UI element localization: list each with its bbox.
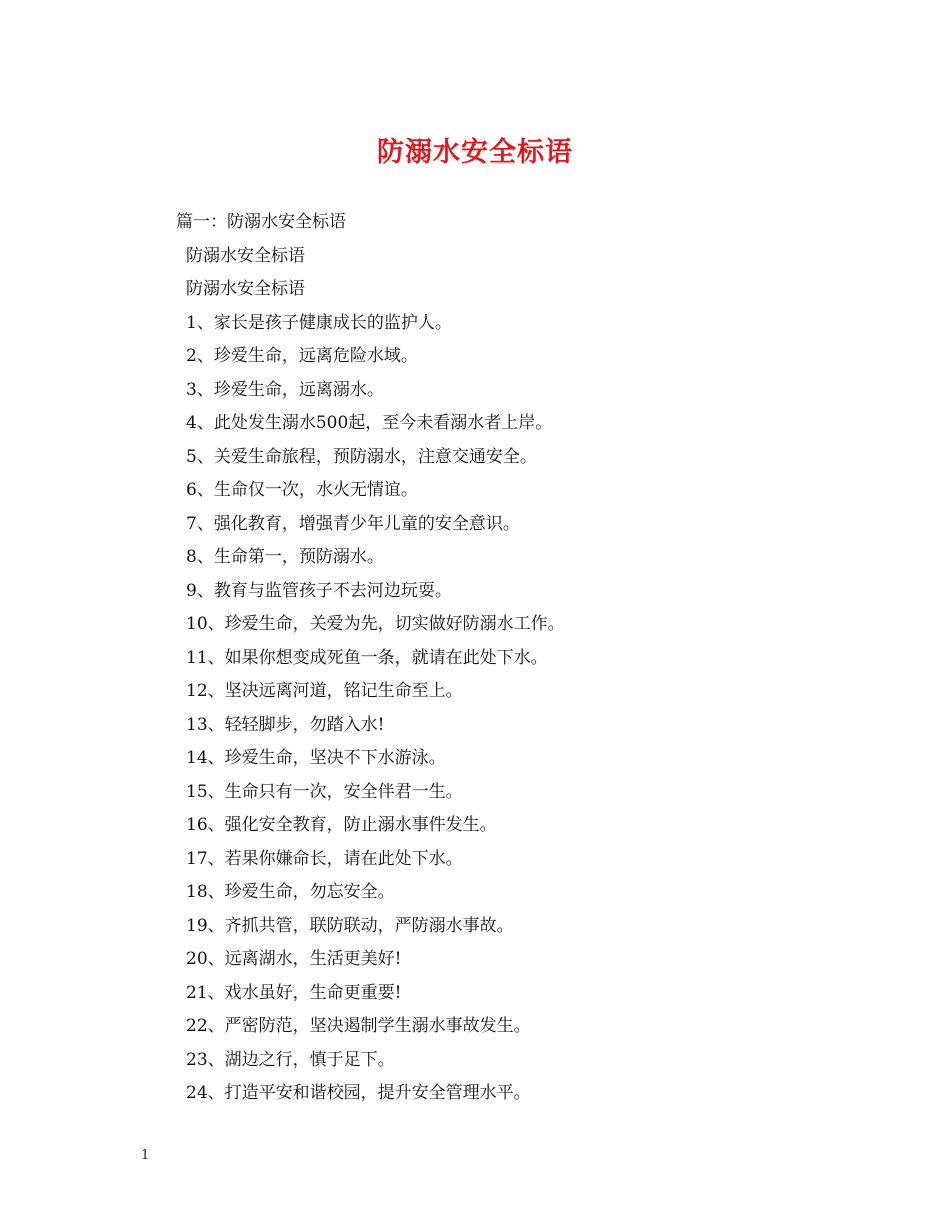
slogan-item: 5、关爱生命旅程，预防溺水，注意交通安全。 (186, 446, 537, 467)
slogan-item: 4、此处发生溺水500起，至今未看溺水者上岸。 (186, 413, 553, 433)
document-title: 防溺水安全标语 (377, 137, 573, 168)
slogan-item: 9、教育与监管孩子不去河边玩耍。 (186, 580, 452, 601)
slogan-item: 10、珍爱生命，关爱为先，切实做好防溺水工作。 (186, 614, 565, 634)
section-heading: 篇一：防溺水安全标语 (176, 212, 346, 232)
slogan-item: 3、珍爱生命，远离溺水。 (186, 379, 384, 400)
slogan-item: 8、生命第一，预防溺水。 (186, 547, 384, 567)
slogan-item: 2、珍爱生命，远离危险水域。 (186, 346, 418, 366)
slogan-item: 12、坚决远离河道，铭记生命至上。 (186, 681, 463, 701)
slogan-item: 20、远离湖水，生活更美好! (186, 949, 402, 969)
slogan-item: 17、若果你嫌命长，请在此处下水。 (186, 848, 463, 869)
slogan-item: 23、湖边之行，慎于足下。 (186, 1049, 395, 1070)
slogan-item: 1、家长是孩子健康成长的监护人。 (186, 312, 452, 333)
slogan-item: 13、轻轻脚步，勿踏入水! (186, 714, 385, 735)
subtitle-line: 防溺水安全标语 (186, 245, 305, 266)
slogan-item: 18、珍爱生命，勿忘安全。 (186, 882, 395, 902)
slogan-item: 6、生命仅一次，水火无情谊。 (186, 480, 418, 500)
subtitle-line: 防溺水安全标语 (186, 279, 305, 299)
slogan-item: 24、打造平安和谐校园，提升安全管理水平。 (186, 1083, 531, 1103)
slogan-item: 21、戏水虽好，生命更重要! (186, 982, 402, 1003)
slogan-item: 11、如果你想变成死鱼一条，就请在此处下水。 (186, 647, 548, 668)
slogan-item: 22、严密防范，坚决遏制学生溺水事故发生。 (186, 1016, 531, 1036)
slogan-item: 19、齐抓共管，联防联动，严防溺水事故。 (186, 915, 514, 936)
slogan-item: 16、强化安全教育，防止溺水事件发生。 (186, 815, 497, 835)
page-number: 1 (141, 1148, 150, 1163)
document-body (176, 206, 876, 1111)
slogan-item: 7、强化教育，增强青少年儿童的安全意识。 (186, 513, 520, 534)
slogan-item: 14、珍爱生命，坚决不下水游泳。 (186, 748, 446, 768)
slogan-item: 15、生命只有一次，安全伴君一生。 (186, 781, 463, 802)
